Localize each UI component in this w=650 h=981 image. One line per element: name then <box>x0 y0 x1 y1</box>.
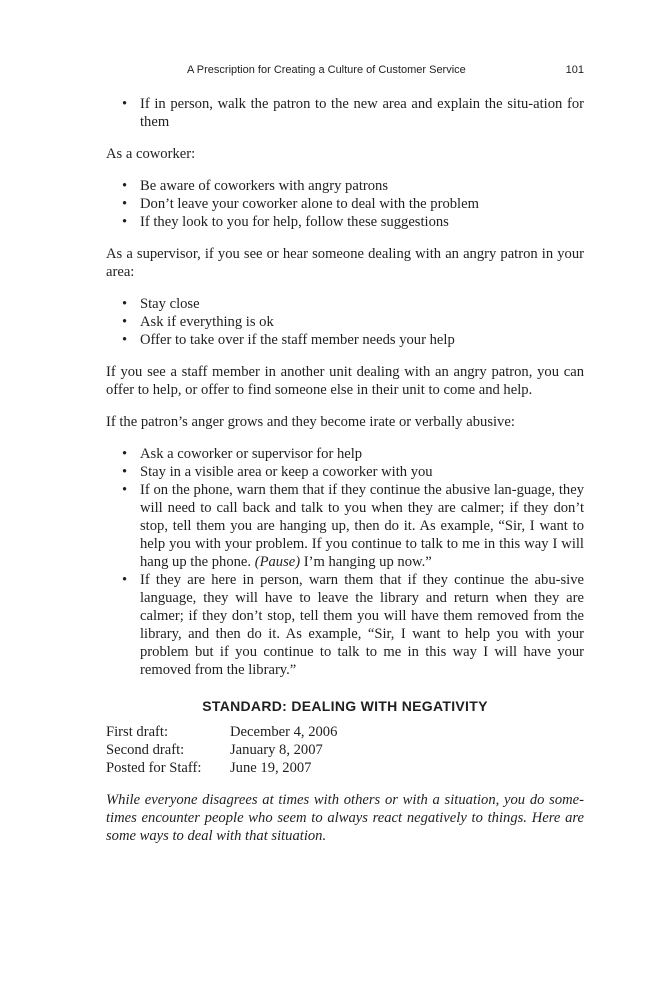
bullet-icon: • <box>122 464 128 480</box>
running-title: A Prescription for Creating a Culture of Customer Service <box>187 64 466 76</box>
pause-note: (Pause) <box>254 554 301 570</box>
page-number: 101 <box>565 64 584 76</box>
draft-row <box>106 723 584 741</box>
bullet-icon: • <box>122 178 128 194</box>
bullet-icon: • <box>122 314 128 330</box>
bullet-icon: • <box>122 482 128 498</box>
section-heading: STANDARD: DEALING WITH NEGATIVITY <box>202 698 488 714</box>
standard-intro: While everyone disagrees at times with others or with a situation, you do some-times encounter people who seem to always react negatively to things. Here are some ways to deal with that situation. <box>106 792 584 844</box>
supervisor-intro: As a supervisor, if you see or hear someone dealing with an angry patron in your area: <box>106 246 584 280</box>
bullet-list-in-person <box>106 95 584 131</box>
bullet-icon: • <box>122 96 128 112</box>
page-body <box>106 95 584 845</box>
list-item: • Ask a coworker or supervisor for help <box>122 446 363 462</box>
list-item: • If in person, walk the patron to the new area and explain the situ-ation for them <box>122 96 584 130</box>
list-item: • If on the phone, warn them that if they continue the abusive lan-guage, they will need to call back and talk to you when they are calmer; if they don’t stop, tell them you are hanging up, then do it. As example, “Sir, I want to help you with your problem. If you continue to talk to me in this way I will hang up the phone. (Pause) I’m hanging up now.” <box>122 482 584 570</box>
bullet-list-irate <box>106 445 584 679</box>
draft-date: June 19, 2007 <box>230 760 312 776</box>
draft-row <box>106 741 584 759</box>
bullet-icon: • <box>122 196 128 212</box>
draft-row <box>106 759 584 777</box>
coworker-intro: As a coworker: <box>106 146 196 162</box>
draft-date: December 4, 2006 <box>230 724 338 740</box>
list-item: • Stay close <box>122 296 200 312</box>
bullet-icon: • <box>122 446 128 462</box>
bullet-icon: • <box>122 332 128 348</box>
irate-intro: If the patron’s anger grows and they become irate or verbally abusive: <box>106 414 515 430</box>
draft-label: First draft: <box>106 724 169 740</box>
list-item: • Offer to take over if the staff member needs your help <box>122 332 455 348</box>
bullet-list-coworker <box>106 177 584 231</box>
draft-date: January 8, 2007 <box>230 742 323 758</box>
other-unit-paragraph: If you see a staff member in another unit dealing with an angry patron, you can offer to help, or offer to find someone else in their unit to come and help. <box>106 364 584 398</box>
bullet-icon: • <box>122 296 128 312</box>
list-item: • Stay in a visible area or keep a coworker with you <box>122 464 433 480</box>
list-item: • Don’t leave your coworker alone to deal with the problem <box>122 196 479 212</box>
bullet-icon: • <box>122 214 128 230</box>
list-item: • Be aware of coworkers with angry patrons <box>122 178 389 194</box>
draft-label: Second draft: <box>106 742 185 758</box>
draft-dates <box>106 723 584 777</box>
bullet-icon: • <box>122 572 128 588</box>
list-item: • If they are here in person, warn them that if they continue the abu-sive language, they will have to leave the library and return when they are calmer; if they don’t stop, tell them you will have them removed from the library, and then do it. As example, “Sir, I want to help you with your problem but if you continue to talk to me in this way I will have your removed from the library.” <box>122 572 584 678</box>
list-item: • If they look to you for help, follow these suggestions <box>122 214 449 230</box>
draft-label: Posted for Staff: <box>106 760 202 776</box>
bullet-list-supervisor <box>106 295 584 349</box>
list-item: • Ask if everything is ok <box>122 314 274 330</box>
